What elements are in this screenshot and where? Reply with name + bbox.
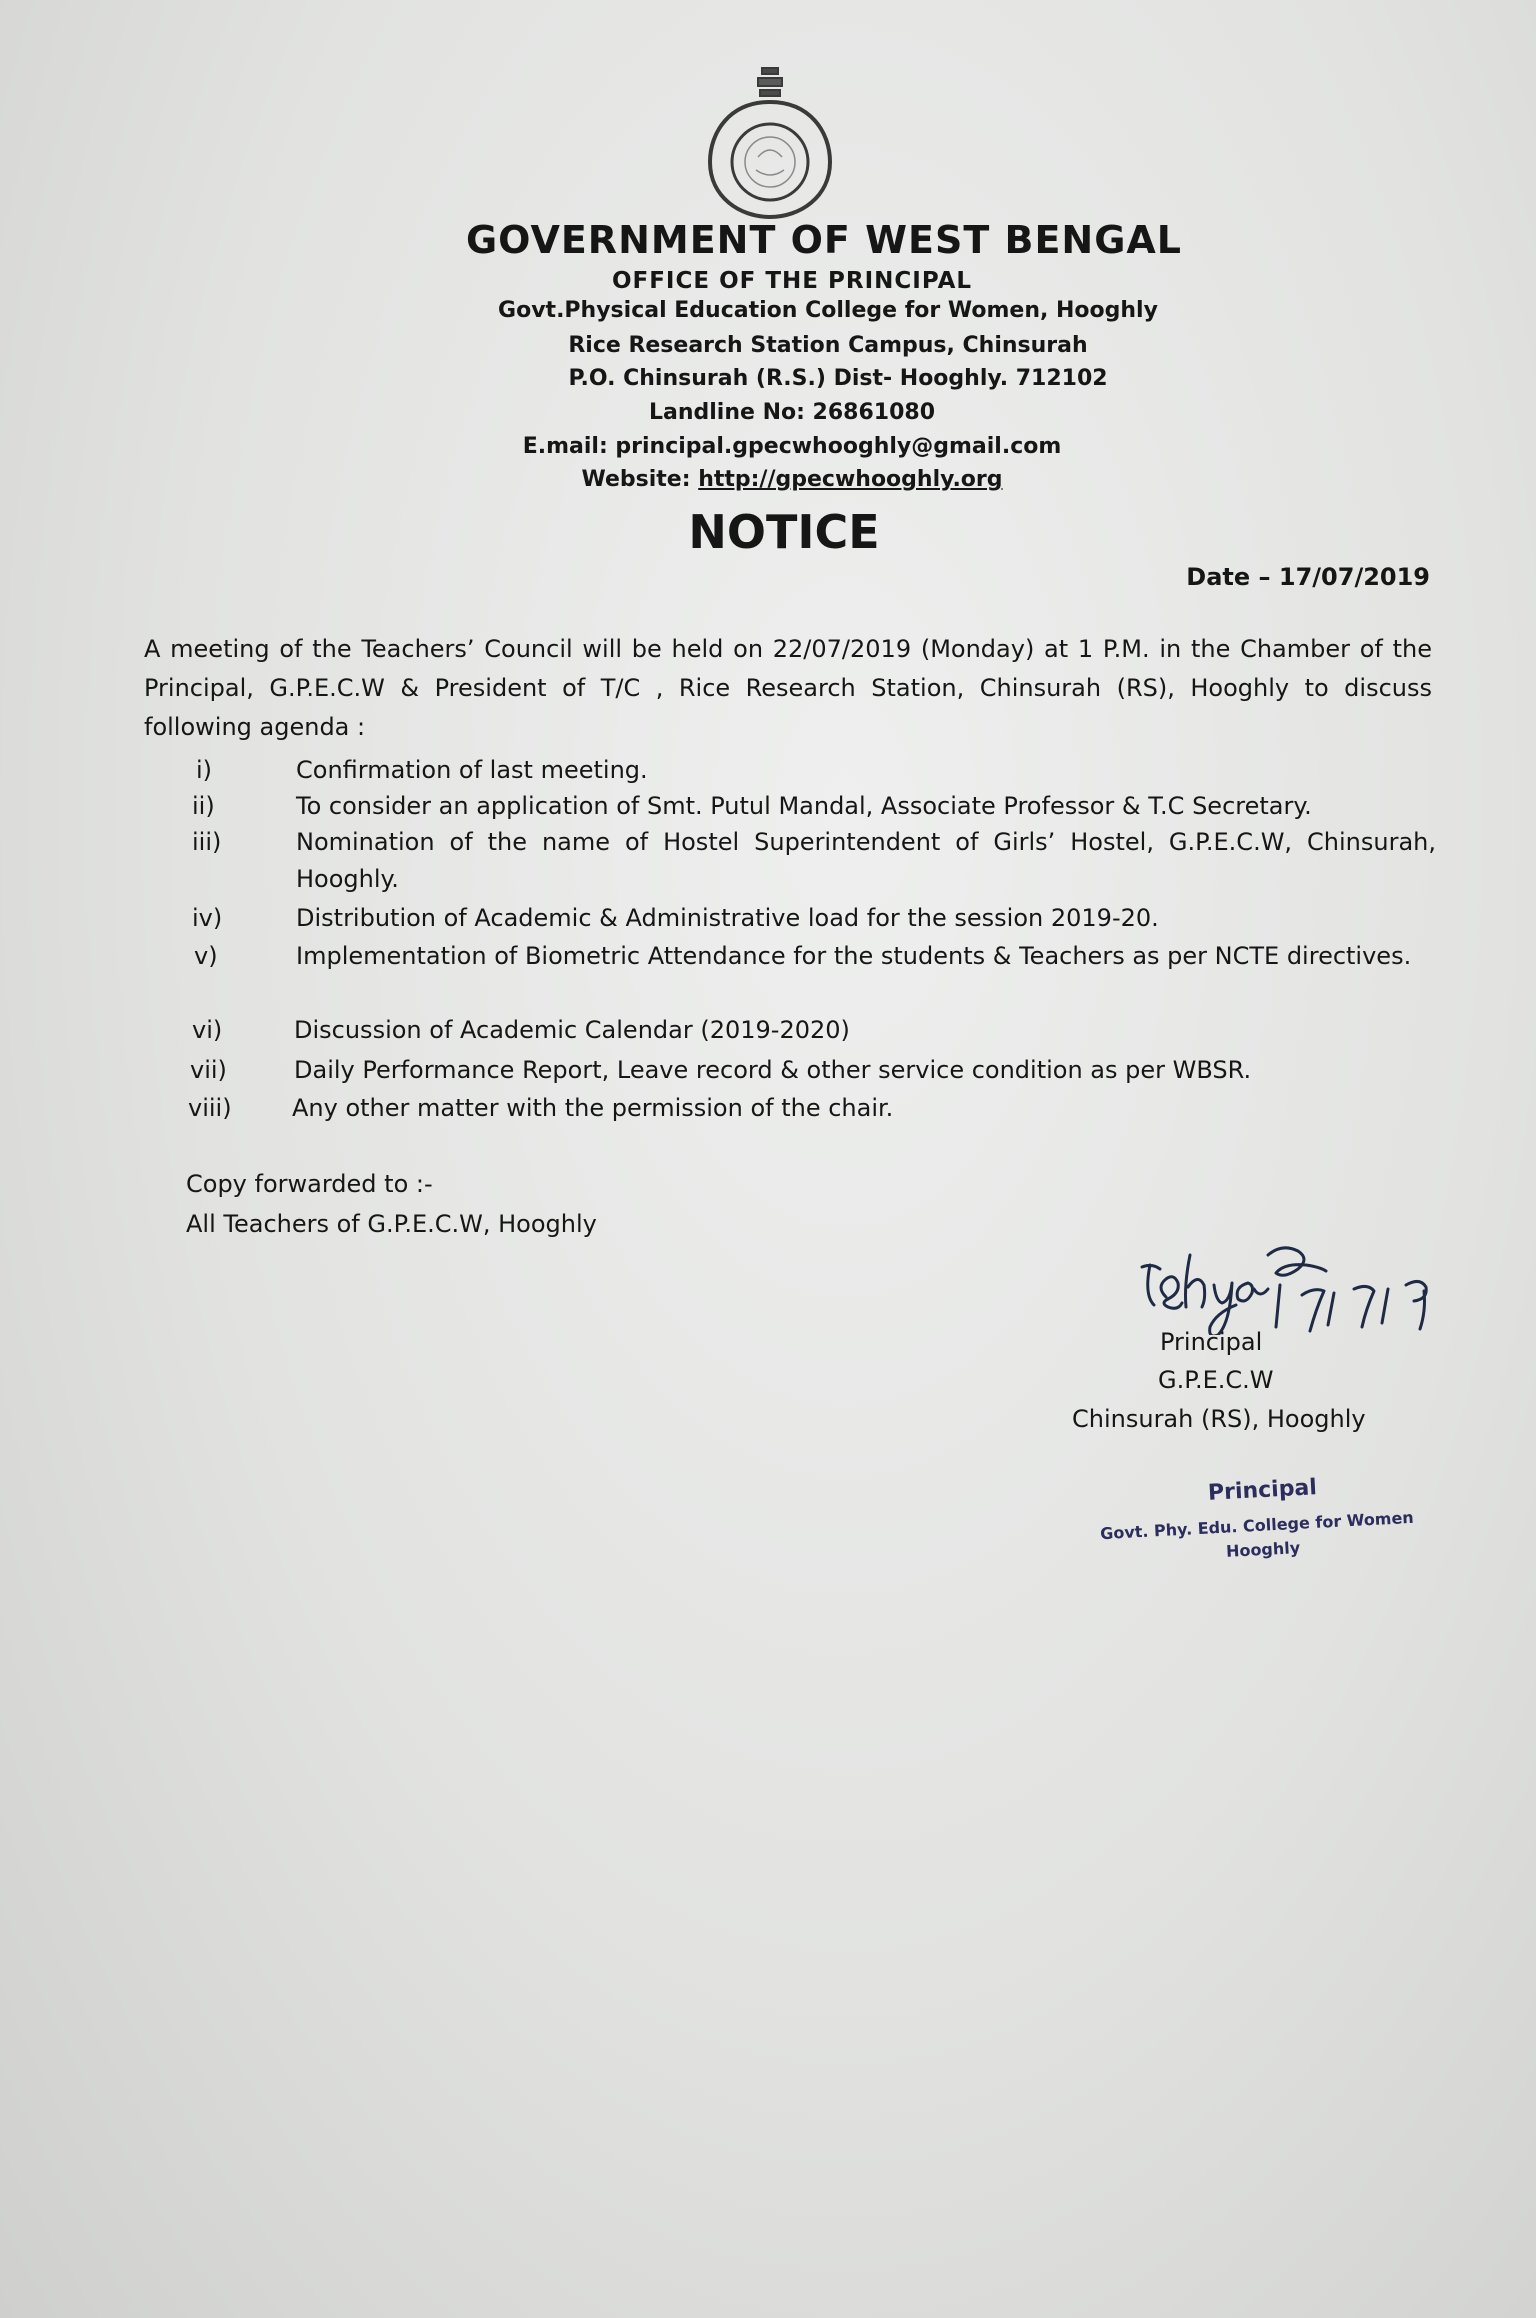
agenda-text: Implementation of Biometric Attendance for the students & Teachers as per NCTE directives. bbox=[296, 942, 1412, 970]
notice-body: A meeting of the Teachers’ Council will be held on 22/07/2019 (Monday) at 1 P.M. in the Chamber of the Principal, G.P.E.C.W & President of T/C , Rice Research Station, Chinsurah (RS), Hooghly to discuss following agenda : bbox=[144, 635, 1432, 741]
agenda-text: To consider an application of Smt. Putul Mandal, Associate Professor & T.C Secretary. bbox=[296, 792, 1312, 820]
notice-date: Date – 17/07/2019 bbox=[1186, 563, 1430, 591]
state-emblem-icon bbox=[700, 62, 840, 222]
stamp-college: Govt. Phy. Edu. College for Women bbox=[1099, 1507, 1415, 1544]
website-link[interactable]: http://gpecwhooghly.org bbox=[698, 467, 1003, 492]
agenda-number: iii) bbox=[192, 828, 222, 856]
postal-address: P.O. Chinsurah (R.S.) Dist- Hooghly. 712102 bbox=[568, 366, 1108, 391]
agenda-text: Nomination of the name of Hostel Superintendent of Girls’ Hostel, G.P.E.C.W, Chinsurah, Hooghly. bbox=[296, 828, 1436, 893]
stamp-title: Principal bbox=[1207, 1475, 1318, 1506]
agenda-text: Discussion of Academic Calendar (2019-2020) bbox=[294, 1016, 850, 1044]
campus-address: Rice Research Station Campus, Chinsurah bbox=[568, 333, 1088, 358]
agenda-number: vi) bbox=[192, 1016, 223, 1044]
agenda-text: Confirmation of last meeting. bbox=[296, 756, 648, 784]
office-heading: OFFICE OF THE PRINCIPAL bbox=[611, 268, 973, 294]
agenda-text: Any other matter with the permission of the chair. bbox=[292, 1094, 894, 1122]
agenda-number: vii) bbox=[190, 1056, 227, 1084]
signature-institution: G.P.E.C.W bbox=[1158, 1366, 1274, 1394]
notice-title: NOTICE bbox=[688, 505, 880, 559]
landline-number: Landline No: 26861080 bbox=[648, 400, 936, 425]
signature-place: Chinsurah (RS), Hooghly bbox=[1072, 1405, 1366, 1433]
copy-forwarded-label: Copy forwarded to :- bbox=[186, 1170, 433, 1198]
agenda-number: i) bbox=[196, 756, 213, 784]
signature-designation: Principal bbox=[1160, 1328, 1263, 1356]
email-address: E.mail: principal.gpecwhooghly@gmail.com bbox=[522, 434, 1062, 459]
agenda-number: viii) bbox=[188, 1094, 232, 1122]
agenda-text: Daily Performance Report, Leave record & other service condition as per WBSR. bbox=[294, 1056, 1252, 1084]
agenda-number: v) bbox=[194, 942, 218, 970]
website-line bbox=[24, 467, 1536, 492]
agenda-number: ii) bbox=[192, 792, 215, 820]
handwritten-signature bbox=[1130, 1235, 1500, 1335]
stamp-place: Hooghly bbox=[1225, 1538, 1301, 1561]
college-name: Govt.Physical Education College for Women, Hooghly bbox=[498, 298, 1158, 323]
agenda-text: Distribution of Academic & Administrative load for the session 2019-20. bbox=[296, 904, 1159, 932]
copy-recipients: All Teachers of G.P.E.C.W, Hooghly bbox=[186, 1210, 597, 1238]
agenda-number: iv) bbox=[192, 904, 223, 932]
government-heading: GOVERNMENT OF WEST BENGAL bbox=[465, 218, 1183, 262]
website-label: Website: bbox=[581, 467, 691, 492]
